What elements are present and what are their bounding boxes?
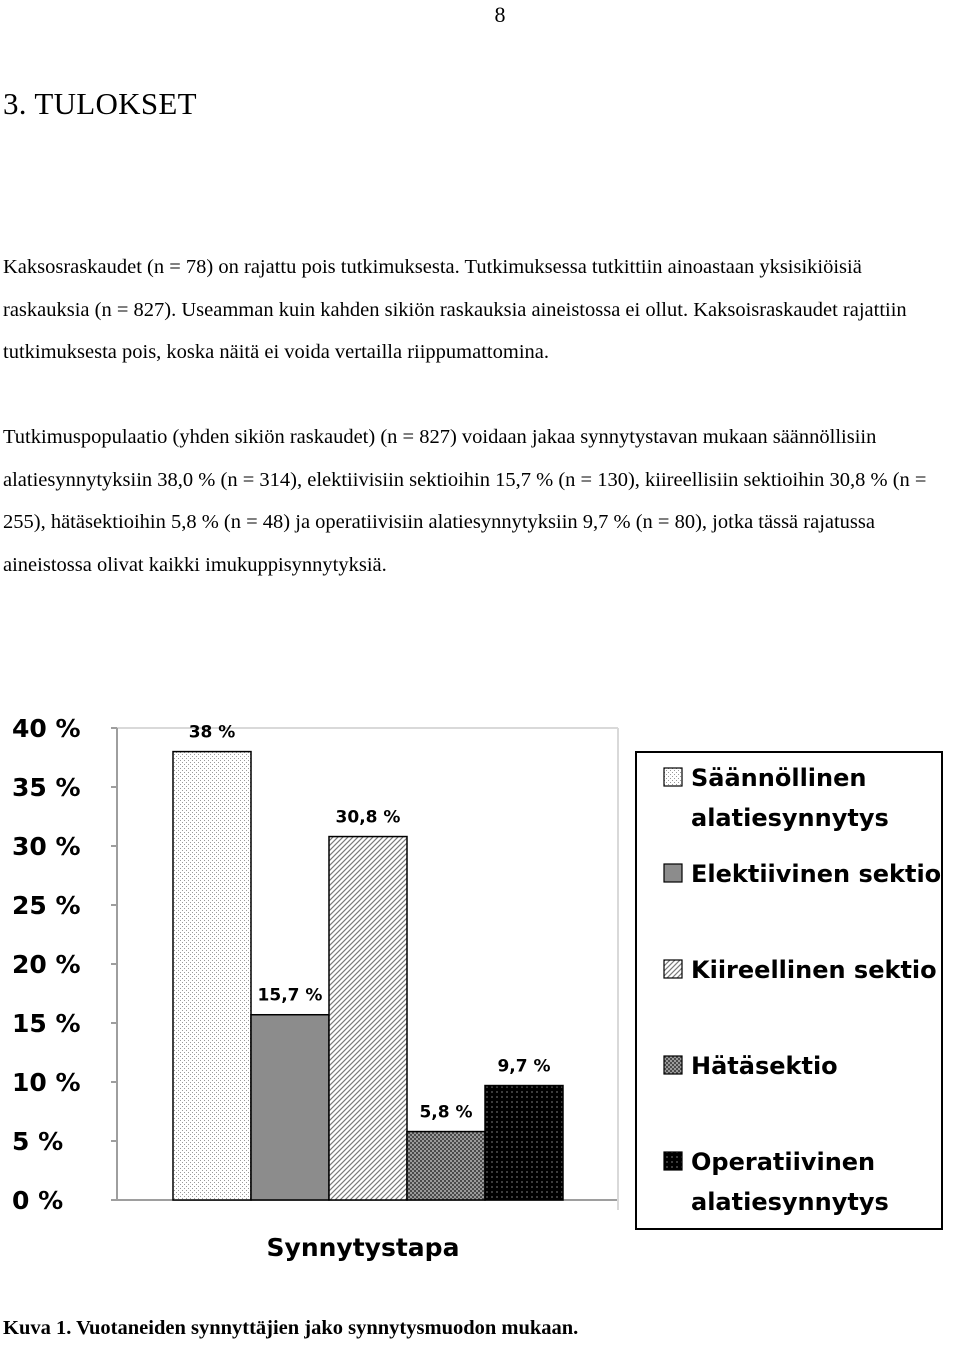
y-tick-label: 10 %	[12, 1068, 81, 1097]
section-title: 3. TULOKSET	[3, 86, 197, 121]
legend-swatch	[664, 1056, 682, 1074]
legend-swatch	[664, 960, 682, 978]
y-tick-label: 15 %	[12, 1009, 81, 1038]
birth-mode-bar-chart	[0, 700, 960, 1310]
y-tick-label: 35 %	[12, 773, 81, 802]
x-axis-title: Synnytystapa	[266, 1233, 460, 1262]
figure-caption: Kuva 1. Vuotaneiden synnyttäjien jako synnytysmuodon mukaan.	[3, 1317, 579, 1339]
bar-value-label: 38 %	[188, 722, 236, 743]
y-tick-label: 30 %	[12, 832, 81, 861]
bar-2	[251, 1015, 329, 1200]
y-tick-label: 5 %	[12, 1127, 64, 1156]
y-tick-label: 25 %	[12, 891, 81, 920]
legend-swatch	[664, 1152, 682, 1170]
bar-value-label: 5,8 %	[419, 1102, 473, 1123]
y-tick-label: 40 %	[12, 714, 81, 743]
bar-value-label: 9,7 %	[497, 1056, 551, 1077]
bar-value-label: 15,7 %	[257, 985, 323, 1006]
y-tick-label: 20 %	[12, 950, 81, 979]
bar-1	[173, 752, 251, 1200]
legend-label: Operatiivinen	[691, 1148, 876, 1176]
legend-label: Kiireellinen sektio	[691, 956, 937, 984]
legend-label: alatiesynnytys	[691, 804, 889, 832]
bar-5	[485, 1086, 563, 1200]
legend-label: Hätäsektio	[691, 1052, 838, 1080]
bar-value-label: 30,8 %	[335, 807, 401, 828]
page-number: 8	[494, 2, 506, 27]
y-axis-ticks	[12, 714, 117, 1215]
legend-label: alatiesynnytys	[691, 1188, 889, 1216]
legend-label: Elektiivinen sektio	[691, 860, 942, 888]
paragraph-population: Tutkimuspopulaatio (yhden sikiön raskaudet) (n = 827) voidaan jakaa synnytystavan mukaan säännöllisiin alatiesynnytyksiin 38,0 % (n = 314), elektiivisiin sektioihin 15,7 % (n = 130), kiireellisiin sektioihin 30,8 % (n = 255), hätäsektioihin 5,8 % (n = 48) ja operatiivisiin alatiesynnytyksiin 9,7 % (n = 80), jotka tässä rajatussa aineistossa olivat kaikki imukuppisynnytyksiä.	[3, 426, 927, 576]
bar-3	[329, 837, 407, 1200]
legend-label: Säännöllinen	[691, 764, 867, 792]
bar-4	[407, 1132, 485, 1200]
legend-swatch	[664, 864, 682, 882]
y-tick-label: 0 %	[12, 1186, 64, 1215]
legend-swatch	[664, 768, 682, 786]
paragraph-exclusion: Kaksosraskaudet (n = 78) on rajattu pois tutkimuksesta. Tutkimuksessa tutkittiin ainoastaan yksisikiöisiä raskauksia (n = 827). Useamman kuin kahden sikiön raskauksia aineistossa ei ollut. Kaksoisraskaudet rajattiin tutkimuksesta pois, koska näitä ei voida vertailla riippumattomina.	[3, 256, 907, 363]
